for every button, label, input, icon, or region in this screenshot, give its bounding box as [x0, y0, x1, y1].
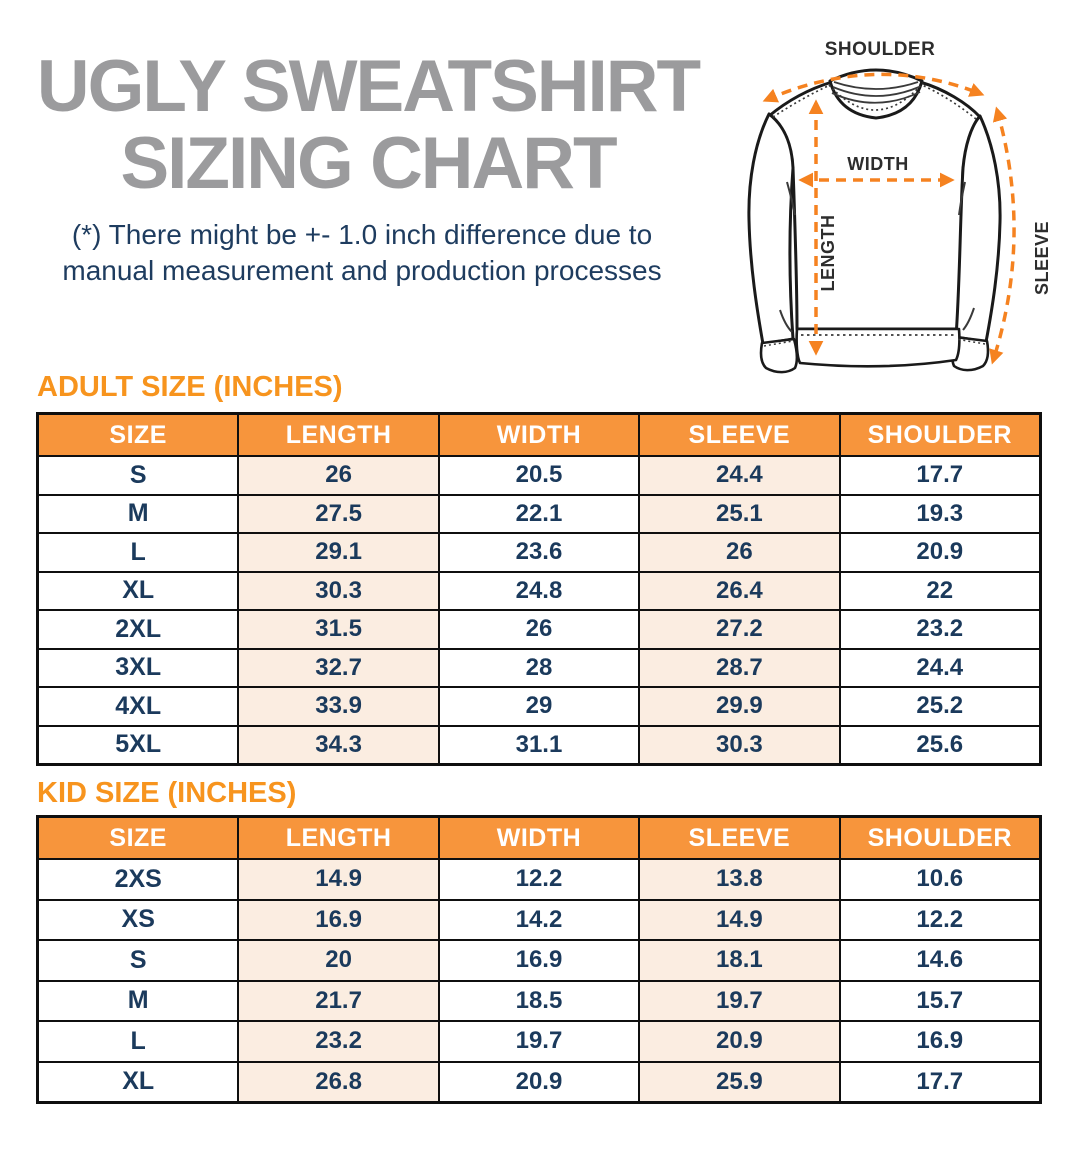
size-cell: XL: [38, 572, 239, 611]
kid-size-table: [36, 815, 1042, 1104]
table-row: [38, 456, 1041, 495]
value-cell: 23.6: [439, 533, 639, 572]
header-row: [38, 414, 1041, 457]
sweatshirt-outline: [749, 70, 1000, 372]
value-cell: 25.9: [639, 1062, 839, 1103]
table-row: [38, 1021, 1041, 1062]
page-title-line2: SIZING CHART: [120, 123, 616, 204]
value-cell: 22.1: [439, 495, 639, 534]
size-cell: 3XL: [38, 649, 239, 688]
value-cell: 14.6: [840, 940, 1041, 981]
disclaimer-line2: manual measurement and production processes: [62, 255, 662, 286]
value-cell: 21.7: [238, 981, 438, 1022]
value-cell: 14.2: [439, 900, 639, 941]
column-header-size: SIZE: [38, 817, 239, 860]
table-row: [38, 1062, 1041, 1103]
kid-size-heading: KID SIZE (INCHES): [37, 777, 297, 809]
value-cell: 12.2: [840, 900, 1041, 941]
column-header-sleeve: SLEEVE: [639, 414, 839, 457]
value-cell: 23.2: [840, 610, 1041, 649]
value-cell: 28.7: [639, 649, 839, 688]
adult-table-body: [38, 456, 1041, 765]
value-cell: 14.9: [639, 900, 839, 941]
value-cell: 27.5: [238, 495, 438, 534]
table-row: [38, 981, 1041, 1022]
column-header-size: SIZE: [38, 414, 239, 457]
value-cell: 19.3: [840, 495, 1041, 534]
size-cell: XS: [38, 900, 239, 941]
value-cell: 19.7: [439, 1021, 639, 1062]
column-header-width: WIDTH: [439, 817, 639, 860]
value-cell: 16.9: [840, 1021, 1041, 1062]
table-row: [38, 572, 1041, 611]
table-row: [38, 859, 1041, 900]
value-cell: 18.1: [639, 940, 839, 981]
column-header-length: LENGTH: [238, 414, 438, 457]
table-row: [38, 940, 1041, 981]
value-cell: 20.5: [439, 456, 639, 495]
size-cell: 4XL: [38, 687, 239, 726]
length-label: LENGTH: [818, 214, 838, 292]
value-cell: 28: [439, 649, 639, 688]
value-cell: 14.9: [238, 859, 438, 900]
size-cell: 2XL: [38, 610, 239, 649]
value-cell: 20.9: [639, 1021, 839, 1062]
width-label: WIDTH: [847, 154, 909, 174]
table-row: [38, 495, 1041, 534]
value-cell: 17.7: [840, 456, 1041, 495]
value-cell: 20: [238, 940, 438, 981]
value-cell: 13.8: [639, 859, 839, 900]
value-cell: 29.1: [238, 533, 438, 572]
size-cell: 2XS: [38, 859, 239, 900]
adult-size-heading: ADULT SIZE (INCHES): [37, 371, 343, 403]
size-cell: L: [38, 533, 239, 572]
size-cell: 5XL: [38, 726, 239, 765]
disclaimer-line1: (*) There might be +- 1.0 inch difference due to: [71, 219, 653, 250]
column-header-width: WIDTH: [439, 414, 639, 457]
value-cell: 16.9: [238, 900, 438, 941]
table-row: [38, 900, 1041, 941]
column-header-length: LENGTH: [238, 817, 438, 860]
value-cell: 12.2: [439, 859, 639, 900]
value-cell: 20.9: [439, 1062, 639, 1103]
adult-size-table: [36, 412, 1042, 766]
table-row: [38, 649, 1041, 688]
value-cell: 16.9: [439, 940, 639, 981]
size-cell: L: [38, 1021, 239, 1062]
column-header-sleeve: SLEEVE: [639, 817, 839, 860]
value-cell: 34.3: [238, 726, 438, 765]
column-header-shoulder: SHOULDER: [840, 414, 1041, 457]
page-title-line1: UGLY SWEATSHIRT: [36, 46, 700, 127]
table-row: [38, 610, 1041, 649]
value-cell: 30.3: [639, 726, 839, 765]
size-cell: M: [38, 495, 239, 534]
value-cell: 24.8: [439, 572, 639, 611]
column-header-shoulder: SHOULDER: [840, 817, 1041, 860]
size-cell: S: [38, 456, 239, 495]
value-cell: 26: [439, 610, 639, 649]
header-row: [38, 817, 1041, 860]
value-cell: 32.7: [238, 649, 438, 688]
value-cell: 26: [639, 533, 839, 572]
value-cell: 18.5: [439, 981, 639, 1022]
table-row: [38, 533, 1041, 572]
value-cell: 23.2: [238, 1021, 438, 1062]
value-cell: 17.7: [840, 1062, 1041, 1103]
table-row: [38, 687, 1041, 726]
size-cell: M: [38, 981, 239, 1022]
value-cell: 25.6: [840, 726, 1041, 765]
value-cell: 19.7: [639, 981, 839, 1022]
kid-table-header: [38, 817, 1041, 860]
adult-table-header: [38, 414, 1041, 457]
value-cell: 33.9: [238, 687, 438, 726]
value-cell: 31.5: [238, 610, 438, 649]
value-cell: 31.1: [439, 726, 639, 765]
value-cell: 15.7: [840, 981, 1041, 1022]
kid-table-body: [38, 859, 1041, 1103]
size-cell: XL: [38, 1062, 239, 1103]
sweatshirt-diagram: [730, 10, 1074, 402]
shoulder-label: SHOULDER: [824, 39, 936, 60]
value-cell: 26.4: [639, 572, 839, 611]
table-row: [38, 726, 1041, 765]
value-cell: 29.9: [639, 687, 839, 726]
size-cell: S: [38, 940, 239, 981]
value-cell: 25.1: [639, 495, 839, 534]
value-cell: 30.3: [238, 572, 438, 611]
value-cell: 25.2: [840, 687, 1041, 726]
value-cell: 24.4: [840, 649, 1041, 688]
value-cell: 20.9: [840, 533, 1041, 572]
value-cell: 26.8: [238, 1062, 438, 1103]
sleeve-label: SLEEVE: [1032, 220, 1052, 296]
value-cell: 29: [439, 687, 639, 726]
value-cell: 26: [238, 456, 438, 495]
value-cell: 22: [840, 572, 1041, 611]
value-cell: 24.4: [639, 456, 839, 495]
value-cell: 27.2: [639, 610, 839, 649]
value-cell: 10.6: [840, 859, 1041, 900]
